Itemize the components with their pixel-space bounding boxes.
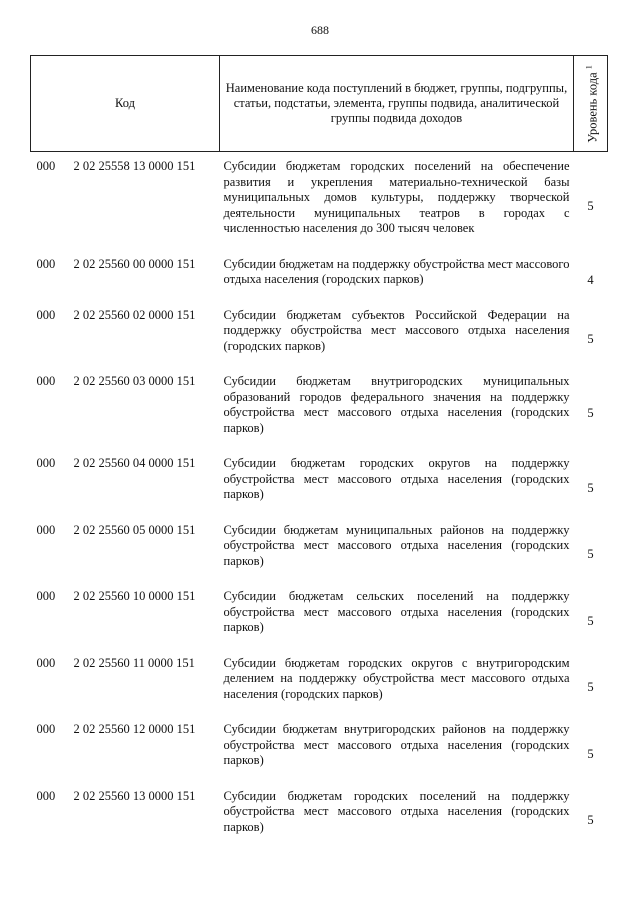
admin-code: 000 — [36, 159, 56, 173]
header-code: Код — [31, 56, 220, 152]
header-name: Наименование кода поступлений в бюджет, группы, подгруппы, статьи, подстатьи, элемента, группы подвида, аналитической группы подвида доходов — [220, 56, 574, 152]
header-level-footnote: 1 — [583, 64, 593, 69]
code-level: 4 — [587, 273, 594, 288]
code-cell — [31, 582, 220, 649]
code-level: 5 — [587, 613, 594, 628]
code-cell — [31, 152, 220, 250]
revenue-code: 2 02 25560 04 0000 151 — [73, 456, 196, 470]
header-level — [574, 56, 608, 152]
code-level: 5 — [587, 406, 594, 421]
admin-code: 000 — [36, 307, 56, 322]
code-cell — [31, 782, 220, 849]
admin-code: 000 — [36, 788, 56, 803]
table-row — [31, 301, 608, 368]
admin-code: 000 — [36, 256, 56, 271]
table-row — [31, 516, 608, 583]
code-cell — [31, 715, 220, 782]
table-header-row — [31, 56, 608, 152]
table-row — [31, 649, 608, 716]
code-cell — [31, 649, 220, 716]
revenue-code: 2 02 25560 12 0000 151 — [73, 722, 196, 736]
revenue-code: 2 02 25560 13 0000 151 — [73, 788, 196, 803]
table-row — [31, 782, 608, 849]
revenue-name: Субсидии бюджетам муниципальных районов на поддержку обустройства мест массового отдыха населения (городских парков) — [223, 522, 570, 568]
admin-code: 000 — [36, 374, 56, 388]
revenue-code: 2 02 25560 02 0000 151 — [73, 307, 196, 322]
revenue-code: 2 02 25560 03 0000 151 — [73, 374, 196, 388]
revenue-name: Субсидии бюджетам сельских поселений на поддержку обустройства мест массового отдыха населения (городских парков) — [223, 589, 570, 634]
revenue-code: 2 02 25560 11 0000 151 — [73, 655, 195, 670]
code-level: 5 — [587, 480, 594, 495]
revenue-name: Субсидии бюджетам городских округов с внутригородским делением на поддержку обустройства мест массового отдыха населения (городских парков) — [223, 655, 570, 701]
code-cell — [31, 250, 220, 301]
revenue-name: Субсидии бюджетам городских округов на поддержку обустройства мест массового отдыха населения (городских парков) — [223, 456, 570, 501]
revenue-code: 2 02 25560 00 0000 151 — [73, 256, 196, 271]
revenue-name: Субсидии бюджетам внутригородских муниципальных образований городов федерального значения на поддержку обустройства мест массового отдыха населения (городских парков) — [223, 374, 570, 435]
code-cell — [31, 449, 220, 516]
revenue-name: Субсидии бюджетам субъектов Российской Федерации на поддержку обустройства мест массового отдыха населения (городских парков) — [223, 307, 570, 353]
revenue-name: Субсидии бюджетам внутригородских районов на поддержку обустройства мест массового отдыха населения (городских парков) — [223, 722, 570, 767]
revenue-name: Субсидии бюджетам на поддержку обустройства мест массового отдыха населения (городских парков) — [223, 256, 570, 286]
code-level: 5 — [587, 813, 594, 827]
table-row — [31, 152, 608, 250]
table-row — [31, 582, 608, 649]
table-row — [31, 250, 608, 301]
table-row — [31, 449, 608, 516]
revenue-codes-table — [30, 55, 608, 848]
code-level: 5 — [587, 199, 594, 213]
code-cell — [31, 516, 220, 583]
revenue-name: Субсидии бюджетам городских поселений на обеспечение развития и укрепления материально-технической базы муниципальных домов культуры, поддержку творческой деятельности муниципальных театров в городах с численностью населения до 300 тысяч человек — [223, 159, 570, 235]
admin-code: 000 — [36, 589, 56, 603]
table-row — [31, 367, 608, 449]
code-level: 5 — [587, 332, 594, 346]
code-level: 5 — [587, 746, 594, 761]
page-number: 688 — [311, 23, 329, 37]
table-body — [31, 152, 608, 849]
admin-code: 000 — [36, 655, 56, 670]
revenue-code: 2 02 25560 05 0000 151 — [73, 522, 196, 537]
header-level-text: Уровень кода — [585, 71, 600, 143]
revenue-code: 2 02 25558 13 0000 151 — [73, 159, 196, 173]
code-cell — [31, 367, 220, 449]
code-cell — [31, 301, 220, 368]
table-row — [31, 715, 608, 782]
admin-code: 000 — [36, 456, 56, 470]
code-level: 5 — [587, 547, 594, 561]
revenue-name: Субсидии бюджетам городских поселений на поддержку обустройства мест массового отдыха населения (городских парков) — [223, 788, 570, 834]
revenue-code: 2 02 25560 10 0000 151 — [73, 589, 196, 603]
admin-code: 000 — [36, 522, 56, 537]
admin-code: 000 — [36, 722, 56, 736]
code-level: 5 — [587, 680, 594, 694]
